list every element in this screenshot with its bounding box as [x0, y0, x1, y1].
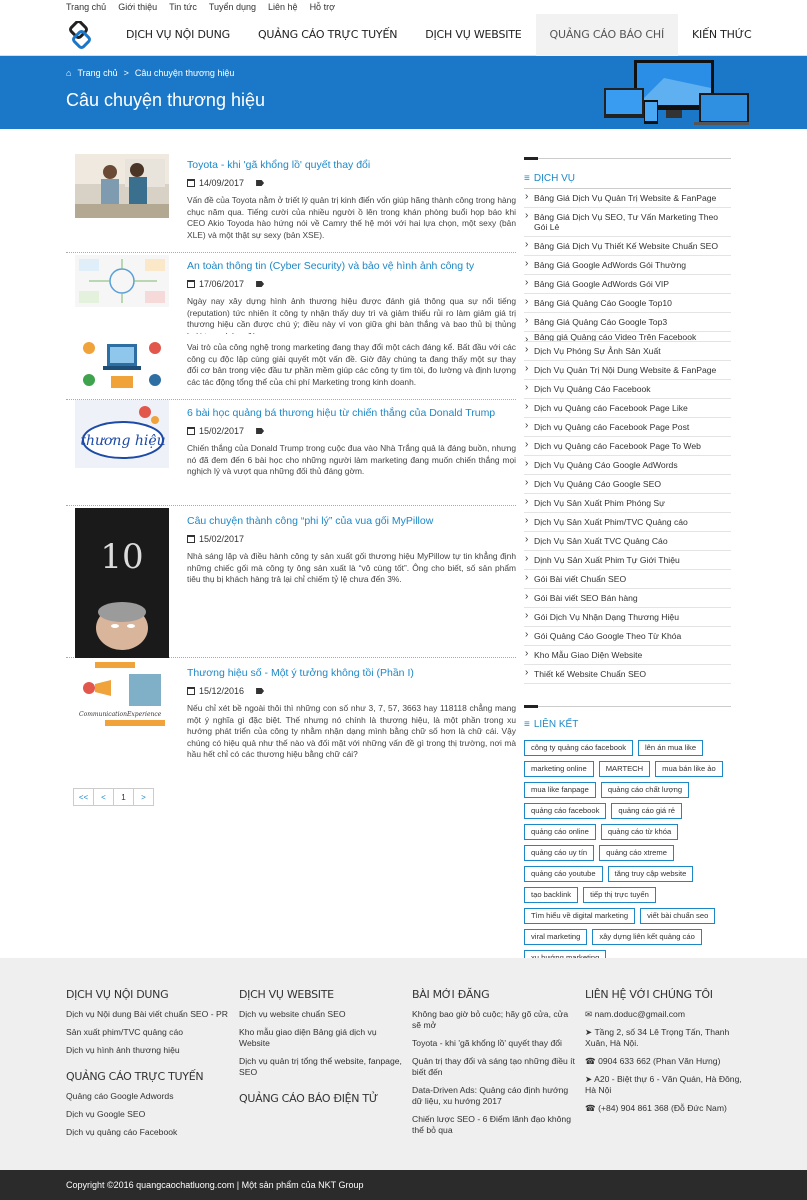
links-heading: [524, 714, 731, 734]
home-icon: ⌂: [66, 68, 72, 78]
services-list: [524, 188, 731, 684]
footer-link[interactable]: Kho mẫu giao diện Bảng giá dịch vụ Website: [239, 1027, 377, 1048]
tag-link[interactable]: lên án mua like: [638, 740, 703, 756]
footer-link[interactable]: Không bao giờ bỏ cuộc; hãy gõ cửa, cửa sẽ mở: [412, 1009, 569, 1030]
sidebar-service-item[interactable]: › Gói Bài viết Chuẩn SEO: [524, 570, 731, 589]
tag-link[interactable]: viral marketing: [524, 929, 587, 945]
post-item: [66, 506, 516, 658]
breadcrumb-current: Câu chuyện thương hiệu: [134, 68, 235, 78]
sidebar-service-item[interactable]: › Dịch Vụ Quảng Cáo Facebook: [524, 380, 731, 399]
tag-link[interactable]: xây dựng liên kết quảng cáo: [592, 929, 701, 945]
top-link-about[interactable]: Giới thiệu: [118, 2, 158, 12]
footer-link[interactable]: Dịch vụ quản trị tổng thể website, fanpage, SEO: [239, 1056, 402, 1077]
footer-link[interactable]: Data-Driven Ads: Quảng cáo định hướng dữ liệu, xu hướng 2017: [412, 1085, 569, 1106]
calendar-icon: [187, 280, 195, 288]
footer-link[interactable]: Dịch vụ Google SEO: [66, 1109, 146, 1119]
footer-heading: QUẢNG CÁO TRỰC TUYẾN: [66, 1070, 204, 1083]
sidebar-service-item[interactable]: › Dịnh Vụ Sản Xuất Phim Tự Giới Thiệu: [524, 551, 731, 570]
post-meta: [187, 178, 516, 188]
sidebar-service-item[interactable]: › Bảng Giá Quảng Cáo Google Top3: [524, 313, 731, 332]
footer-heading: DỊCH VỤ WEBSITE: [239, 988, 334, 1001]
footer-heading: QUẢNG CÁO BÁO ĐIỆN TỬ: [239, 1092, 378, 1105]
post-thumbnail[interactable]: [75, 255, 169, 307]
post-item: [66, 658, 516, 780]
contact-phone-text: (+84) 904 861 368 (Đỗ Đức Nam): [598, 1103, 727, 1113]
top-link-news[interactable]: Tin tức: [169, 2, 197, 12]
contact-email[interactable]: [585, 1009, 750, 1020]
page-banner: [0, 56, 807, 129]
breadcrumb-separator: >: [123, 68, 129, 78]
contact-address: [585, 1074, 750, 1096]
divider: [524, 706, 731, 707]
top-link-support[interactable]: Hỗ trợ: [309, 2, 335, 12]
tag-link[interactable]: quảng cáo từ khóa: [601, 824, 678, 840]
tag-link[interactable]: công ty quảng cáo facebook: [524, 740, 633, 756]
post-thumbnail[interactable]: [75, 400, 169, 468]
sidebar-service-item[interactable]: › Bảng Giá Google AdWords Gói Thường: [524, 256, 731, 275]
sidebar-service-item[interactable]: › Gói Bài viết SEO Bán hàng: [524, 589, 731, 608]
main-nav: [112, 14, 765, 56]
calendar-icon: [187, 687, 195, 695]
contact-email-text: nam.doduc@gmail.com: [594, 1009, 685, 1019]
top-link-contact[interactable]: Liên hệ: [268, 2, 298, 12]
nav-website-services[interactable]: DỊCH VỤ WEBSITE: [425, 28, 522, 41]
post-date: 15/02/2017: [199, 426, 245, 436]
contact-address: [585, 1027, 750, 1049]
footer-heading: BÀI MỚI ĐĂNG: [412, 988, 490, 1001]
pagination-first[interactable]: <<: [73, 788, 94, 806]
post-thumbnail[interactable]: [75, 154, 169, 218]
location-icon: ➤: [585, 1074, 595, 1084]
post-date: 15/02/2017: [199, 534, 245, 544]
tag-link[interactable]: quảng cáo chất lượng: [601, 782, 689, 798]
post-meta: [187, 534, 516, 544]
post-meta: [187, 426, 516, 436]
footer-heading: DỊCH VỤ NỘI DUNG: [66, 988, 169, 1001]
sidebar-service-item[interactable]: › Dịch Vụ Quảng Cáo Google AdWords: [524, 456, 731, 475]
top-link-jobs[interactable]: Tuyển dụng: [208, 2, 257, 12]
top-link-home[interactable]: Trang chủ: [66, 2, 107, 12]
post-thumbnail[interactable]: [75, 508, 169, 658]
links-heading-label: LIÊN KẾT: [533, 718, 579, 730]
phone-icon: ☎: [585, 1056, 599, 1066]
tag-icon: [256, 180, 264, 186]
services-heading-label: DỊCH VỤ: [533, 172, 575, 184]
sidebar-service-item[interactable]: › Dịch Vụ Quản Trị Nội Dung Website & FanPage: [524, 361, 731, 380]
post-excerpt: Nhà sáng lập và điều hành công ty sản xuất gối thương hiệu MyPillow tự tin khẳng định những chiếc gối mà công ty ông sản xuất là “vô cùng tốt”. Ông cho biết, số sản phẩm tiêu thụ bị khách hàng trả lại chỉ chiếm tỷ lệ chưa đến 3%.: [187, 551, 516, 585]
header: [0, 14, 807, 56]
footer: [0, 958, 807, 1170]
footer-col-content: [66, 988, 231, 1145]
post-excerpt: Ngày nay xây dựng hình ảnh thương hiệu được đánh giá thông qua sự nổi tiếng (reputation) tức nhiên ít công ty nhận thấy duy trì và giảm thiểu rủi ro làm giảm giá trị thương hiệu cần được chú ý; điều này ví von giữa ghi bàn thắng và bao thủ bị thủng: [187, 296, 516, 330]
sidebar-service-item[interactable]: › Bảng Giá Dịch Vụ Quản Trị Website & FanPage: [524, 189, 731, 208]
sidebar-service-item[interactable]: › Bảng Giá Quảng Cáo Google Top10: [524, 294, 731, 313]
footer-link[interactable]: Dịch vụ Nội dung Bài viết chuẩn SEO - PR: [66, 1009, 228, 1019]
thumb-exp-text: Experience: [127, 711, 162, 718]
footer-link[interactable]: Quảng cáo Google Adwords: [66, 1091, 174, 1101]
contact-phone[interactable]: [585, 1103, 750, 1114]
tag-link[interactable]: tăng truy cập website: [608, 866, 694, 882]
contact-phone-text: 0904 633 662 (Phan Văn Hưng): [598, 1056, 721, 1066]
nav-content-services[interactable]: DỊCH VỤ NỘI DUNG: [126, 28, 230, 41]
tag-link[interactable]: viết bài chuẩn seo: [640, 908, 715, 924]
tag-link[interactable]: quảng cáo giá rẻ: [611, 803, 682, 819]
tag-link[interactable]: quảng cáo online: [524, 824, 596, 840]
tag-link[interactable]: quảng cáo facebook: [524, 803, 606, 819]
post-item: [66, 400, 516, 506]
tag-link[interactable]: tạo backlink: [524, 887, 578, 903]
tag-link[interactable]: marketing online: [524, 761, 594, 777]
envelope-icon: ✉: [585, 1009, 595, 1019]
tag-link[interactable]: tiếp thị trực tuyến: [583, 887, 656, 903]
tag-cloud: [524, 740, 731, 966]
footer-heading: LIÊN HỆ VỚI CHÚNG TÔI: [585, 988, 713, 1001]
contact-address-text: Tầng 2, số 34 Lê Trọng Tấn, Thanh Xuân, Hà Nội.: [585, 1027, 730, 1048]
contact-address-text: A20 - Biệt thự 6 - Văn Quán, Hà Đông, Hà Nội: [585, 1074, 742, 1095]
sidebar-service-item[interactable]: › Bảng Giá Dịch Vụ SEO, Tư Vấn Marketing Theo Gói Lẻ: [524, 208, 731, 237]
tag-link[interactable]: mua bán like ảo: [655, 761, 723, 777]
tag-link[interactable]: Tìm hiểu về digital marketing: [524, 908, 635, 924]
sidebar-service-item[interactable]: › Dịch vụ Quảng cáo Facebook Page To Web: [524, 437, 731, 456]
footer-link[interactable]: Sản xuất phim/TVC quảng cáo: [66, 1027, 184, 1037]
post-date: 14/09/2017: [199, 178, 245, 188]
post-item: [66, 253, 516, 338]
list-icon: ≡: [524, 172, 530, 184]
calendar-icon: [187, 427, 195, 435]
post-meta: [187, 686, 516, 696]
logo-icon[interactable]: [66, 21, 94, 49]
pagination: [74, 788, 154, 806]
thumb-brand-text: thương hiệu: [80, 433, 166, 449]
footer-link[interactable]: Chiến lược SEO - 6 Điểm lãnh đạo không thể bỏ qua: [412, 1114, 571, 1135]
location-icon: ➤: [585, 1027, 595, 1037]
sidebar-service-item[interactable]: › Dịch Vụ Sản Xuất Phim Phóng Sự: [524, 494, 731, 513]
sidebar-service-item[interactable]: › Dịch vụ Quảng cáo Facebook Page Post: [524, 418, 731, 437]
sidebar-service-item[interactable]: › Bảng Giá Google AdWords Gói VIP: [524, 275, 731, 294]
sidebar: [524, 158, 731, 966]
footer-link[interactable]: Quản trị thay đổi và sáng tạo những điều ít biết đến: [412, 1056, 575, 1077]
post-title[interactable]: Câu chuyện thành công “phi lý” của vua gối MyPillow: [187, 515, 434, 527]
top-links: [0, 0, 807, 14]
tag-link[interactable]: quảng cáo uy tín: [524, 845, 594, 861]
tag-icon: [256, 688, 264, 694]
post-excerpt: Vấn đề của Toyota nằm ở triết lý quản trị kinh điển vốn giúp hãng thành công trong hàng chục năm qua. Tiếng cười của nhiều người ồ lên trong khán phòng buổi họp báo khi CEO Akio Toyoda hào hứng nói về Camry thế hệ mới với hai lựa chọn, một sexy (bản XLE) và một thật sự sexy (bản XSE).: [187, 195, 516, 240]
tag-link[interactable]: mua like fanpage: [524, 782, 596, 798]
post-title[interactable]: Toyota - khi 'gã khổng lồ' quyết thay đổi: [187, 159, 371, 171]
sidebar-service-item[interactable]: › Thiết kế Website Chuẩn SEO: [524, 665, 731, 684]
post-title[interactable]: An toàn thông tin (Cyber Security) và bảo vệ hình ảnh công ty: [187, 260, 475, 272]
thumb-comm-text: Communication: [79, 711, 127, 718]
sidebar-service-item[interactable]: › Dịch Vụ Phóng Sự Ảnh Sản Xuất: [524, 342, 731, 361]
sidebar-service-item[interactable]: › Dịch Vụ Sản Xuất TVC Quảng Cáo: [524, 532, 731, 551]
post-meta: [187, 279, 516, 289]
thumb-number-text: 10: [100, 537, 144, 577]
post-thumbnail[interactable]: [75, 334, 169, 394]
post-date: 17/06/2017: [199, 279, 245, 289]
contact-phone[interactable]: [585, 1056, 750, 1067]
tag-icon: [256, 281, 264, 287]
calendar-icon: [187, 179, 195, 187]
tag-link[interactable]: MARTECH: [599, 761, 650, 777]
devices-illustration: [604, 58, 749, 128]
footer-link[interactable]: Dịch vụ website chuẩn SEO: [239, 1009, 346, 1019]
sidebar-service-item[interactable]: › Gói Dịch Vụ Nhận Dạng Thương Hiệu: [524, 608, 731, 627]
footer-col-contact: [585, 988, 750, 1121]
page-title: Câu chuyện thương hiệu: [66, 90, 265, 110]
footer-col-recent: [412, 988, 577, 1143]
copyright: Copyright ©2016 quangcaochatluong.com | Một sản phẩm của NKT Group: [0, 1170, 807, 1200]
pagination-page[interactable]: 1: [113, 788, 134, 806]
footer-link[interactable]: Dịch vụ quảng cáo Facebook: [66, 1127, 178, 1137]
post-thumbnail[interactable]: [75, 662, 169, 728]
nav-knowledge[interactable]: KIẾN THỨC: [692, 28, 752, 41]
sidebar-service-item[interactable]: › Kho Mẫu Giao Diện Website: [524, 646, 731, 665]
footer-col-website: [239, 988, 404, 1113]
nav-online-ads[interactable]: QUẢNG CÁO TRỰC TUYẾN: [257, 28, 398, 41]
sidebar-service-item[interactable]: › Dịch Vụ Sản Xuất Phim/TVC Quảng cáo: [524, 513, 731, 532]
tag-link[interactable]: quảng cáo xtreme: [599, 845, 674, 861]
post-title[interactable]: Thương hiệu số - Một ý tưởng không tồi (Phần I): [187, 667, 414, 679]
nav-press-ads[interactable]: QUẢNG CÁO BÁO CHÍ: [536, 14, 678, 56]
phone-icon: ☎: [585, 1103, 599, 1113]
post-date: 15/12/2016: [199, 686, 245, 696]
sidebar-service-item[interactable]: › Dịch vụ Quảng cáo Facebook Page Like: [524, 399, 731, 418]
services-heading: [524, 168, 731, 188]
post-list: [66, 150, 516, 780]
sidebar-service-item[interactable]: › Bảng giá Quảng cáo Video Trên Facebook: [524, 332, 731, 342]
list-icon: ≡: [524, 718, 530, 730]
sidebar-service-item[interactable]: › Bảng Giá Dịch Vụ Thiết Kế Website Chuẩn SEO: [524, 237, 731, 256]
divider: [524, 158, 731, 159]
tag-icon: [256, 428, 264, 434]
post-item: [66, 150, 516, 253]
post-item: [66, 334, 516, 400]
post-excerpt: Chiến thắng của Donald Trump trong cuộc đua vào Nhà Trắng quả là đáng buồn, nhưng nó đã đem đến 6 bài học cho những người làm marketing đang muốn chiến thắng mọi nghịch lý và vượt qua những đối thủ đáng gờm.: [187, 443, 516, 477]
pagination-next[interactable]: >: [133, 788, 154, 806]
tag-link[interactable]: quảng cáo youtube: [524, 866, 603, 882]
breadcrumb-home[interactable]: Trang chủ: [77, 68, 118, 78]
post-excerpt: Nếu chỉ xét bề ngoài thôi thì những con số như 3, 7, 57, 3663 hay 118118 chẳng mang một ý nghĩa gì đặc biệt. Thế nhưng nó chính là thương hiệu, là một phần trong xu hướng phát triển của công ty nhằm nhận dạng mình bằng chữ số hơn là chữ cái. Vậy chúng có hiệu quả như thế nào và đối mặt với những vấn đề gì trong thị trường, nơi mà hầu hết chỉ có các thương hiệu bằng chữ cái?: [187, 703, 516, 760]
post-title[interactable]: 6 bài học quảng bá thương hiệu từ chiến thắng của Donald Trump: [187, 407, 496, 419]
post-excerpt: Vai trò của công nghệ trong marketing đang thay đổi một cách đáng kể. Bất đầu với các công cụ độc lập cùng giải quyết một vấn đề. Giờ đây chúng ta đang thấy một sự thay đổi cơ bản trong việc đầu tư phần mềm giúp các công ty tìm tòi, đo lường và định lượng các tác động tổng thể của chi phí Marketing trong kinh doanh.: [187, 342, 516, 387]
footer-link[interactable]: Dịch vụ hình ảnh thương hiệu: [66, 1045, 180, 1055]
pagination-prev[interactable]: <: [93, 788, 114, 806]
sidebar-service-item[interactable]: › Gói Quảng Cáo Google Theo Từ Khóa: [524, 627, 731, 646]
breadcrumb: [66, 68, 234, 78]
footer-link[interactable]: Toyota - khi 'gã khổng lồ' quyết thay đổi: [412, 1038, 562, 1048]
calendar-icon: [187, 535, 195, 543]
sidebar-service-item[interactable]: › Dịch Vụ Quảng Cáo Google SEO: [524, 475, 731, 494]
